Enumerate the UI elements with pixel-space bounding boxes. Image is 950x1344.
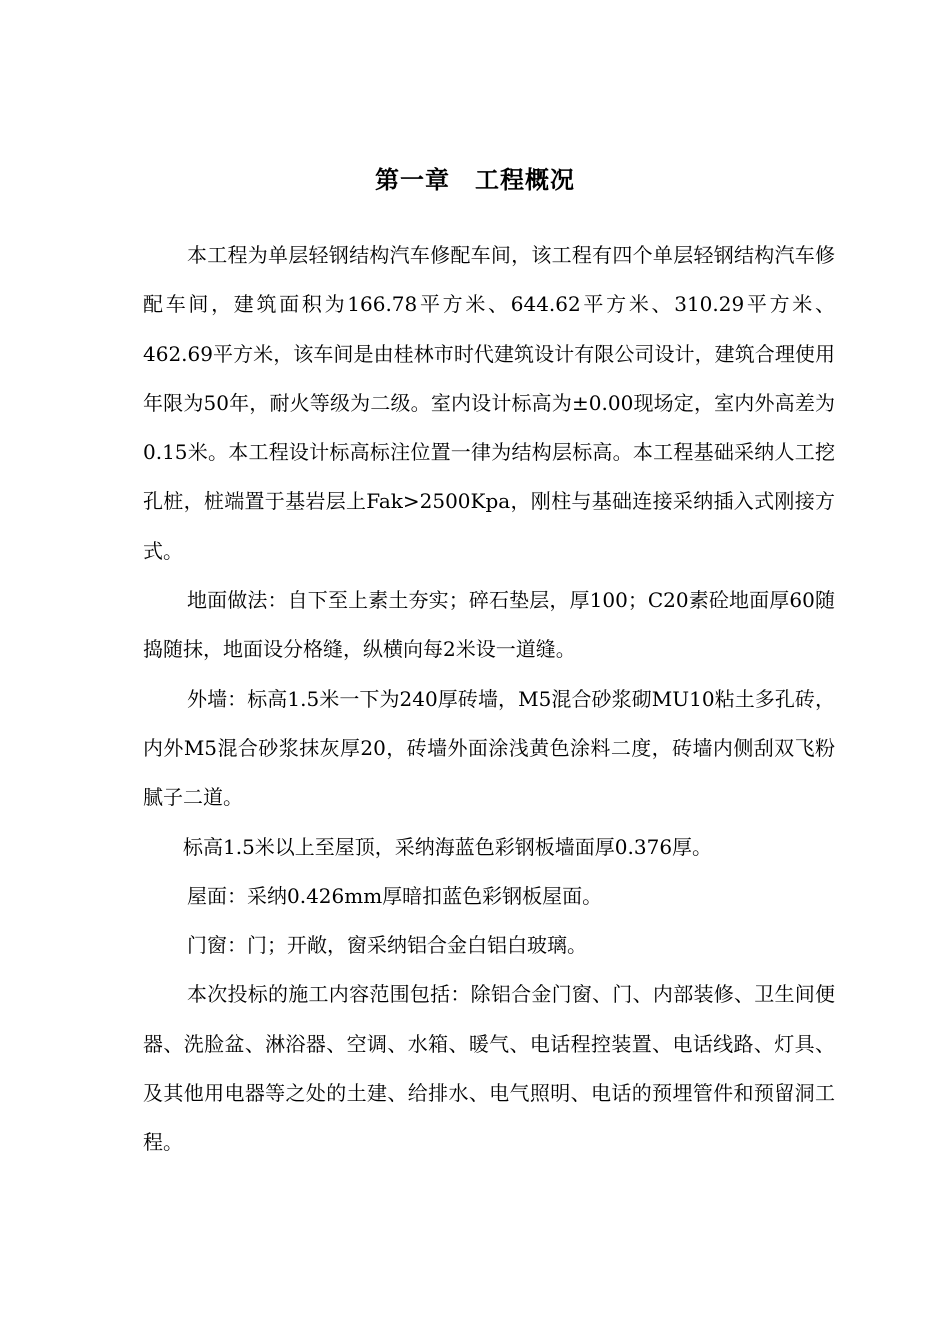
paragraph-floor-method: 地面做法：自下至上素土夯实；碎石垫层，厚100；C20素砼地面厚60随捣随抹，地面设分格缝，纵横向每2米设一道缝。 — [143, 588, 835, 662]
chapter-title: 第一章 工程概况 — [375, 165, 575, 194]
paragraph-exterior-wall: 外墙：标高1.5米一下为240厚砖墙，M5混合砂浆砌MU10粘土多孔砖，内外M5混合砂浆抹灰厚20，砖墙外面涂浅黄色涂料二度，砖墙内侧刮双飞粉腻子二道。 — [143, 686, 835, 810]
document-body — [143, 231, 835, 1168]
paragraph-construction-scope: 本次投标的施工内容范围包括：除铝合金门窗、门、内部装修、卫生间便器、洗脸盆、淋浴器、空调、水箱、暖气、电话程控装置、电话线路、灯具、及其他用电器等之处的土建、给排水、电气照明、电话的预埋管件和预留洞工程。 — [143, 982, 835, 1155]
paragraph-doors-windows: 门窗：门；开敞，窗采纳铝合金白铝白玻璃。 — [187, 933, 587, 958]
paragraph-upper-wall: 标高1.5米以上至屋顶，采纳海蓝色彩钢板墙面厚0.376厚。 — [183, 834, 713, 859]
paragraph-project-overview: 本工程为单层轻钢结构汽车修配车间，该工程有四个单层轻钢结构汽车修配车间，建筑面积为166.78平方米、644.62平方米、310.29平方米、462.69平方米，该车间是由桂林市时代建筑设计有限公司设计，建筑合理使用年限为50年，耐火等级为二级。室内设计标高为±0.00现场定，室内外高差为0.15米。本工程设计标高标注位置一律为结构层标高。本工程基础采纳人工挖孔桩，桩端置于基岩层上Fak>2500Kpa，刚柱与基础连接采纳插入式刚接方式。 — [143, 243, 835, 563]
paragraph-roof: 屋面：采纳0.426mm厚暗扣蓝色彩钢板屋面。 — [187, 883, 603, 908]
